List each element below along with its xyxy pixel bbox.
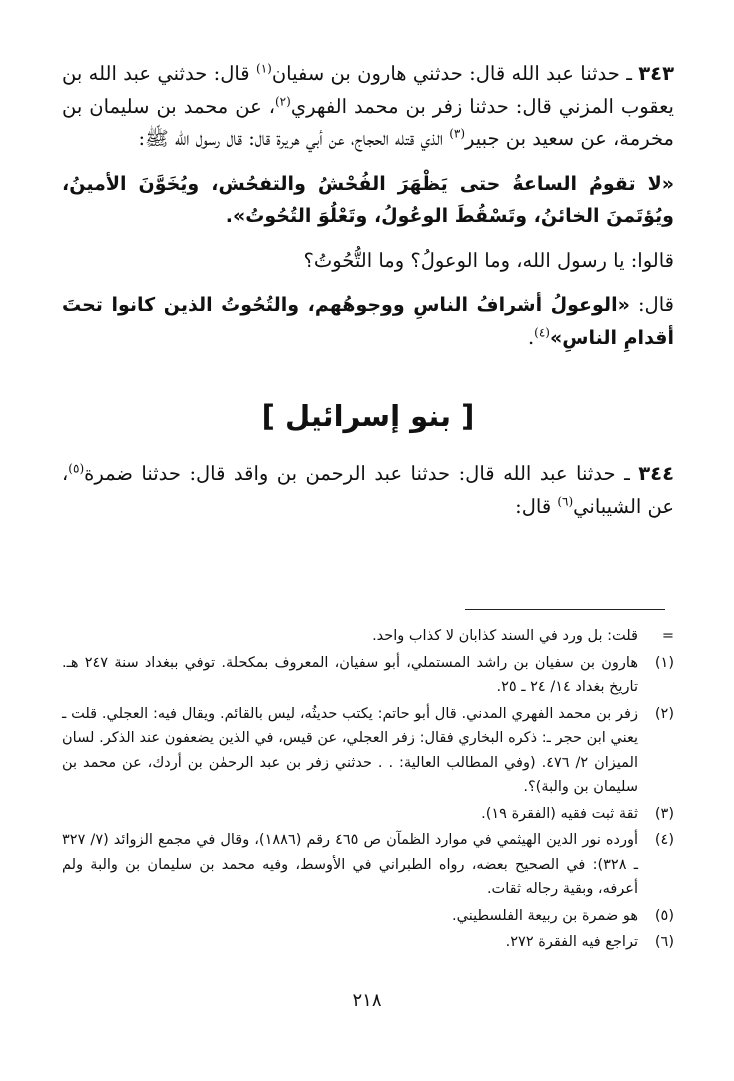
hadith-text: قال: حدثني عبد الله بن يعقوب المزني قال: حدثنا زفر بن محمد الفهري (62, 62, 674, 118)
footnote-mark: (٢) (654, 705, 674, 722)
section-heading-wrap (62, 396, 674, 436)
footnote-ref[interactable]: (٤) (534, 325, 550, 339)
footnote-divider (465, 609, 665, 610)
footnote (62, 930, 674, 955)
footnote (62, 802, 674, 827)
answer-quote: «الوعولُ أشرافُ الناسِ ووجوهُهم، والتُحُوتُ الذين كانوا تحتَ أقدامِ الناسِ» (62, 294, 674, 349)
hadith-number: ٣٤٣ (638, 62, 674, 85)
main-text (62, 58, 674, 523)
footnote-text: تراجع فيه الفقرة ٢٧٢. (505, 934, 638, 950)
footnote (62, 702, 674, 800)
footnote-ref[interactable]: (١) (256, 61, 272, 76)
answer-end: . (527, 325, 535, 349)
footnote-ref[interactable]: (٦) (557, 494, 574, 508)
footnote-text: قلت: بل ورد في السند كذابان لا كذاب واحد. (372, 628, 638, 644)
hadith-number: ٣٤٤ (638, 462, 674, 485)
footnote-text: ثقة ثبت فقيه (الفقرة ١٩). (481, 805, 638, 822)
hadith-343 (62, 58, 674, 156)
hadith-text: ـ حدثنا عبد الله قال: حدثني هارون بن سفيان (271, 62, 639, 85)
hadith-text: ، عن الشيباني (62, 462, 674, 518)
footnote-mark: (٦) (654, 934, 674, 950)
footnote (62, 651, 674, 700)
footnote-ref[interactable]: (٢) (274, 94, 291, 108)
footnote-ref[interactable]: (٣) (449, 126, 466, 141)
footnote-text: هارون بن سفيان بن راشد المستملي، أبو سفيان، المعروف بمكحلة. توفي ببغداد سنة ٢٤٧ هـ. تاريخ بغداد ١٤/ ٢٤ ـ ٢٥. (62, 654, 638, 695)
hadith-question: قالوا: يا رسول الله، وما الوعولُ؟ وما التُّحُوتُ؟ (303, 248, 674, 272)
footnote-text: أورده نور الدين الهيثمي في موارد الظمآن ص ٤٦٥ رقم (١٨٨٦)، وقال في مجمع الزوائد (٧/ ٣٢٧ ـ ٣٢٨): في الصحيح بعضه، رواه الطبراني في الأوسط، وفيه محمد بن سليمان بن والبة ولم أعرفه، وبقية رجاله ثقات. (62, 832, 639, 897)
footnote-text: زفر بن محمد الفهري المدني. قال أبو حاتم: يكتب حديثُه، ليس بالقائم. ويقال فيه: العجلي. قلت ـ يعني ابن حجر ـ: ذكره البخاري فقال: زفر العجلي، عن قيس، في الذين يضعفون عند الذكر. لسان الميزان ٢/ ٤٧٦. (وفي المطالب العالية: . . حدثني زفر بن عبد الرحمٰن بن أردك، عن محمد بن سليمان بن والبة)؟. (62, 705, 638, 795)
footnote-text: هو ضمرة بن ربيعة الفلسطيني. (452, 907, 638, 924)
page-number: ٢١٨ (352, 990, 382, 1011)
footnote-mark: (٤) (654, 832, 674, 848)
footnote-mark: = (661, 628, 674, 644)
footnote-mark: (١) (654, 654, 674, 671)
footnote (62, 904, 674, 929)
answer-lead: قال: (629, 293, 674, 316)
hadith-text: قال: (515, 494, 558, 518)
footnote-mark: (٥) (654, 907, 674, 924)
hadith-text: ، عن محمد بن سليمان بن مخرمة، عن سعيد بن جبير (62, 94, 674, 150)
section-title: [ بنو إسرائيل ] (261, 399, 475, 433)
hadith-text: ـ حدثنا عبد الله قال: حدثنا عبد الرحمن بن واقد قال: حدثنا ضمرة (84, 462, 639, 485)
footnote-mark: (٣) (654, 805, 674, 822)
footnote (62, 828, 674, 902)
footnotes (62, 624, 674, 957)
footnote (62, 624, 674, 649)
hadith-344 (62, 458, 674, 523)
hadith-answer (62, 289, 674, 354)
hadith-text: الذي قتله الحجاج، عن أبي هريرة قال: قال رسول الله ﷺ: (138, 127, 450, 150)
footnote-ref[interactable]: (٥) (68, 461, 85, 476)
hadith-quote: «لا تقومُ الساعةُ حتى يَظْهَرَ الفُحْشُ والتفحُش، ويُخَوَّنَ الأمينُ، ويُؤتَمنَ الخائنُ، وتَسْقُطَ الوعُولُ، وتَعْلُوَ التُحُوتُ». (62, 172, 674, 227)
